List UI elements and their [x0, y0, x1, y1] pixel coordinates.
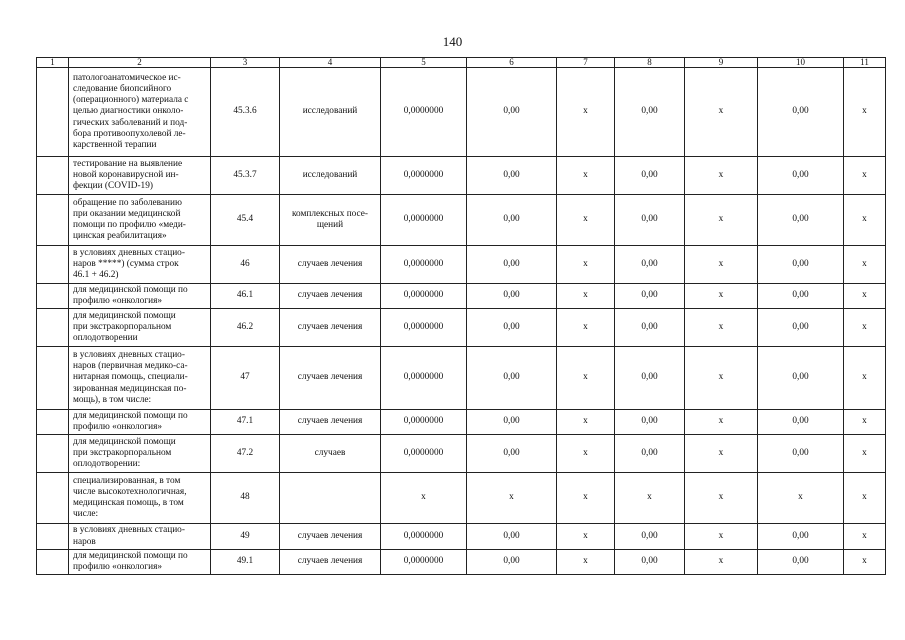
value-cell: x	[557, 309, 615, 347]
value-cell: 0,00	[467, 347, 557, 410]
value-cell: 0,00	[467, 68, 557, 157]
value-cell: x	[844, 246, 886, 284]
row-name-cell: для медицинской помощи по профилю «онкология»	[69, 410, 211, 435]
value-cell: x	[685, 195, 758, 246]
row-number-cell	[37, 284, 69, 309]
value-cell: x	[685, 550, 758, 575]
value-cell: x	[844, 473, 886, 524]
table-row	[37, 347, 886, 410]
value-cell: 0,0000000	[381, 435, 467, 473]
value-cell: x	[557, 284, 615, 309]
row-code-cell: 48	[211, 473, 280, 524]
column-header: 4	[280, 58, 381, 68]
table-row	[37, 157, 886, 195]
value-cell: x	[844, 435, 886, 473]
value-cell: 0,00	[467, 410, 557, 435]
value-cell: 0,0000000	[381, 195, 467, 246]
unit-cell: случаев лечения	[280, 550, 381, 575]
unit-cell: исследований	[280, 157, 381, 195]
row-number-cell	[37, 347, 69, 410]
table-row	[37, 246, 886, 284]
value-cell: 0,00	[467, 195, 557, 246]
unit-cell: случаев лечения	[280, 347, 381, 410]
row-number-cell	[37, 246, 69, 284]
value-cell: x	[685, 309, 758, 347]
value-cell: 0,0000000	[381, 157, 467, 195]
column-header: 3	[211, 58, 280, 68]
value-cell: 0,00	[758, 410, 844, 435]
value-cell: x	[557, 195, 615, 246]
column-number-row	[37, 58, 886, 68]
unit-cell: случаев	[280, 435, 381, 473]
value-cell: 0,00	[615, 195, 685, 246]
value-cell: 0,00	[615, 410, 685, 435]
unit-cell: случаев лечения	[280, 309, 381, 347]
row-name-cell: тестирование на выявление новой коронавирусной ин- фекции (COVID-19)	[69, 157, 211, 195]
value-cell: 0,00	[467, 524, 557, 550]
row-name-cell: в условиях дневных стацио- наров *****) (сумма строк 46.1 + 46.2)	[69, 246, 211, 284]
value-cell: x	[844, 195, 886, 246]
value-cell: 0,00	[467, 157, 557, 195]
value-cell: x	[685, 68, 758, 157]
value-cell: 0,00	[758, 550, 844, 575]
page-number: 140	[442, 34, 463, 49]
value-cell: x	[557, 68, 615, 157]
row-number-cell	[37, 435, 69, 473]
row-name-cell: для медицинской помощи при экстракорпоральном оплодотворении	[69, 309, 211, 347]
value-cell: x	[557, 550, 615, 575]
table-row	[37, 473, 886, 524]
value-cell: x	[685, 246, 758, 284]
row-name-cell: обращение по заболеванию при оказании медицинской помощи по профилю «меди- цинская реабилитация»	[69, 195, 211, 246]
unit-cell: случаев лечения	[280, 246, 381, 284]
value-cell: x	[381, 473, 467, 524]
row-name-cell: патологоанатомическое ис- следование биопсийного (операционного) материала с целью диагностики онколо- гических заболеваний и под- бора противоопухолевой ле- карственной терапии	[69, 68, 211, 157]
row-code-cell: 45.3.7	[211, 157, 280, 195]
data-table	[36, 57, 886, 575]
table-row	[37, 435, 886, 473]
value-cell: 0,00	[758, 309, 844, 347]
value-cell: x	[685, 157, 758, 195]
value-cell: 0,00	[467, 284, 557, 309]
value-cell: 0,00	[615, 347, 685, 410]
table-row	[37, 524, 886, 550]
table-row	[37, 410, 886, 435]
unit-cell: случаев лечения	[280, 524, 381, 550]
row-name-cell: в условиях дневных стацио- наров (первичная медико-са- нитарная помощь, специали- зированная медицинская по- мощь), в том числе:	[69, 347, 211, 410]
row-name-cell: для медицинской помощи при экстракорпоральном оплодотворении:	[69, 435, 211, 473]
value-cell: 0,00	[615, 309, 685, 347]
row-number-cell	[37, 524, 69, 550]
row-name-cell: в условиях дневных стацио- наров	[69, 524, 211, 550]
value-cell: x	[685, 284, 758, 309]
unit-cell: случаев лечения	[280, 284, 381, 309]
value-cell: x	[557, 435, 615, 473]
column-header: 5	[381, 58, 467, 68]
value-cell: 0,0000000	[381, 309, 467, 347]
column-header: 11	[844, 58, 886, 68]
row-number-cell	[37, 157, 69, 195]
table-row	[37, 68, 886, 157]
row-code-cell: 47.1	[211, 410, 280, 435]
column-header: 8	[615, 58, 685, 68]
value-cell: 0,0000000	[381, 524, 467, 550]
value-cell: 0,00	[467, 550, 557, 575]
value-cell: x	[557, 157, 615, 195]
value-cell: 0,0000000	[381, 550, 467, 575]
table-body	[37, 68, 886, 575]
unit-cell: комплексных посе- щений	[280, 195, 381, 246]
value-cell: 0,00	[758, 68, 844, 157]
value-cell: x	[557, 410, 615, 435]
table-row	[37, 195, 886, 246]
row-number-cell	[37, 195, 69, 246]
value-cell: 0,00	[615, 284, 685, 309]
value-cell: x	[844, 309, 886, 347]
value-cell: x	[685, 524, 758, 550]
value-cell: x	[685, 435, 758, 473]
row-code-cell: 46	[211, 246, 280, 284]
value-cell: x	[557, 524, 615, 550]
value-cell: 0,0000000	[381, 410, 467, 435]
value-cell: x	[685, 473, 758, 524]
unit-cell	[280, 473, 381, 524]
value-cell: x	[557, 246, 615, 284]
row-name-cell: для медицинской помощи по профилю «онкология»	[69, 284, 211, 309]
value-cell: 0,0000000	[381, 347, 467, 410]
row-code-cell: 46.2	[211, 309, 280, 347]
value-cell: 0,00	[758, 195, 844, 246]
column-header: 2	[69, 58, 211, 68]
row-code-cell: 49	[211, 524, 280, 550]
value-cell: 0,00	[758, 246, 844, 284]
table-row	[37, 309, 886, 347]
value-cell: x	[685, 410, 758, 435]
value-cell: 0,00	[615, 524, 685, 550]
value-cell: 0,00	[758, 157, 844, 195]
value-cell: 0,00	[615, 68, 685, 157]
value-cell: x	[758, 473, 844, 524]
row-code-cell: 45.4	[211, 195, 280, 246]
value-cell: x	[844, 284, 886, 309]
value-cell: x	[844, 410, 886, 435]
value-cell: 0,00	[467, 435, 557, 473]
unit-cell: исследований	[280, 68, 381, 157]
value-cell: 0,00	[758, 524, 844, 550]
row-number-cell	[37, 309, 69, 347]
unit-cell: случаев лечения	[280, 410, 381, 435]
value-cell: x	[467, 473, 557, 524]
value-cell: x	[844, 68, 886, 157]
value-cell: 0,00	[615, 550, 685, 575]
row-code-cell: 47.2	[211, 435, 280, 473]
column-header: 1	[37, 58, 69, 68]
row-number-cell	[37, 473, 69, 524]
value-cell: 0,0000000	[381, 68, 467, 157]
row-name-cell: специализированная, в том числе высокотехнологичная, медицинская помощь, в том числе:	[69, 473, 211, 524]
value-cell: x	[557, 347, 615, 410]
row-code-cell: 47	[211, 347, 280, 410]
column-header: 10	[758, 58, 844, 68]
row-number-cell	[37, 410, 69, 435]
value-cell: x	[685, 347, 758, 410]
value-cell: 0,00	[615, 246, 685, 284]
row-number-cell	[37, 550, 69, 575]
value-cell: 0,0000000	[381, 246, 467, 284]
value-cell: 0,0000000	[381, 284, 467, 309]
value-cell: 0,00	[615, 435, 685, 473]
value-cell: 0,00	[467, 246, 557, 284]
value-cell: 0,00	[615, 157, 685, 195]
row-code-cell: 45.3.6	[211, 68, 280, 157]
value-cell: x	[844, 347, 886, 410]
column-header: 7	[557, 58, 615, 68]
row-number-cell	[37, 68, 69, 157]
row-name-cell: для медицинской помощи по профилю «онкология»	[69, 550, 211, 575]
row-code-cell: 46.1	[211, 284, 280, 309]
value-cell: x	[615, 473, 685, 524]
value-cell: x	[557, 473, 615, 524]
value-cell: 0,00	[758, 284, 844, 309]
value-cell: x	[844, 550, 886, 575]
value-cell: x	[844, 524, 886, 550]
value-cell: 0,00	[758, 347, 844, 410]
row-code-cell: 49.1	[211, 550, 280, 575]
column-header: 6	[467, 58, 557, 68]
value-cell: 0,00	[758, 435, 844, 473]
table-row	[37, 284, 886, 309]
value-cell: x	[844, 157, 886, 195]
table-row	[37, 550, 886, 575]
value-cell: 0,00	[467, 309, 557, 347]
column-header: 9	[685, 58, 758, 68]
